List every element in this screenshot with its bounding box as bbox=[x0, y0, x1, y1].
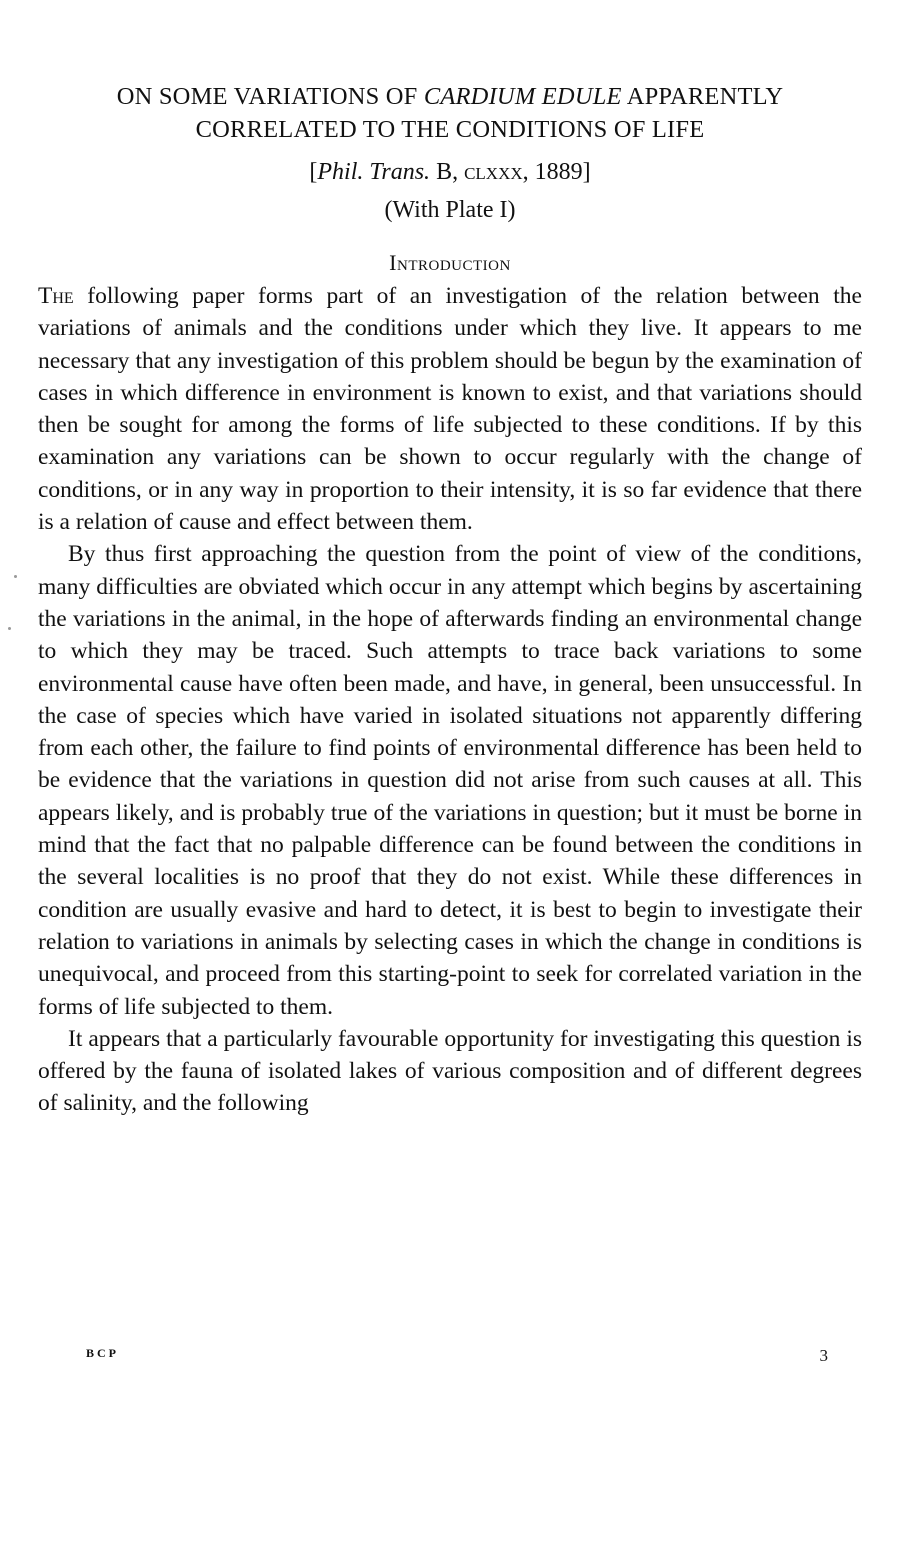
signature-mark: BCP bbox=[86, 1346, 119, 1360]
document-page bbox=[38, 80, 862, 1120]
paragraph-1 bbox=[38, 280, 862, 538]
paragraph-1-lead: The bbox=[38, 283, 74, 309]
title-species-italic: CARDIUM EDULE bbox=[423, 83, 622, 110]
page-number: 3 bbox=[819, 1346, 828, 1365]
ref-volume: clxxx bbox=[464, 159, 523, 185]
article-title bbox=[38, 80, 862, 146]
title-part2: APPARENTLY bbox=[621, 83, 784, 110]
publication-reference bbox=[38, 156, 862, 188]
section-heading: Introduction bbox=[389, 250, 511, 275]
ref-open-bracket: [ bbox=[309, 159, 318, 185]
ref-series: B, bbox=[430, 159, 465, 185]
title-line2: CORRELATED TO THE CONDITIONS OF LIFE bbox=[195, 116, 705, 143]
scan-speck bbox=[8, 627, 11, 630]
scan-speck bbox=[14, 575, 17, 578]
title-part1: ON SOME VARIATIONS OF bbox=[116, 83, 424, 110]
paragraph-1-text: following paper forms part of an investigation of the relation between the variations of animals and the conditions under which they live. It appears to me necessary that any investigation of this problem should be begun by the examination of cases in which difference in environment is known to exist, and that variations should then be sought for among the forms of life subjected to these conditions. If by this examination any variations can be shown to occur regularly with the change of conditions, or in any way in proportion to their intensity, it is so far evidence that there is a relation of cause and effect between them. bbox=[38, 283, 862, 536]
paragraph-3: It appears that a particularly favourable opportunity for investigating this question is offered by the fauna of isolated lakes of various composition and of different degrees of salinity, and the following bbox=[38, 1025, 862, 1117]
plate-note: (With Plate I) bbox=[384, 197, 516, 223]
paragraph-2: By thus first approaching the question from the point of view of the conditions, many difficulties are obviated which occur in any attempt which begins by ascertaining the variations in the animal, in the hope of afterwards finding an environmental change to which they may be traced. Such attempts to trace back variations to some environmental cause have often been made, and have, in general, been unsuccessful. In the case of species which have varied in isolated situations not apparently differing from each other, the failure to find points of environmental difference has been held to be evidence that the variations in question did not arise from such causes at all. This appears likely, and is probably true of the variations in question; but it must be borne in mind that the fact that no palpable difference can be found between the conditions in the several localities is no proof that they do not exist. While these differences in condition are usually evasive and hard to detect, it is best to begin to investigate their relation to variations in animals by selecting cases in which the change in conditions is unequivocal, and proceed from this starting-point to seek for correlated variation in the forms of life subjected to them. bbox=[38, 541, 862, 1020]
ref-year: , 1889] bbox=[522, 159, 591, 185]
ref-journal: Phil. Trans. bbox=[317, 159, 431, 185]
